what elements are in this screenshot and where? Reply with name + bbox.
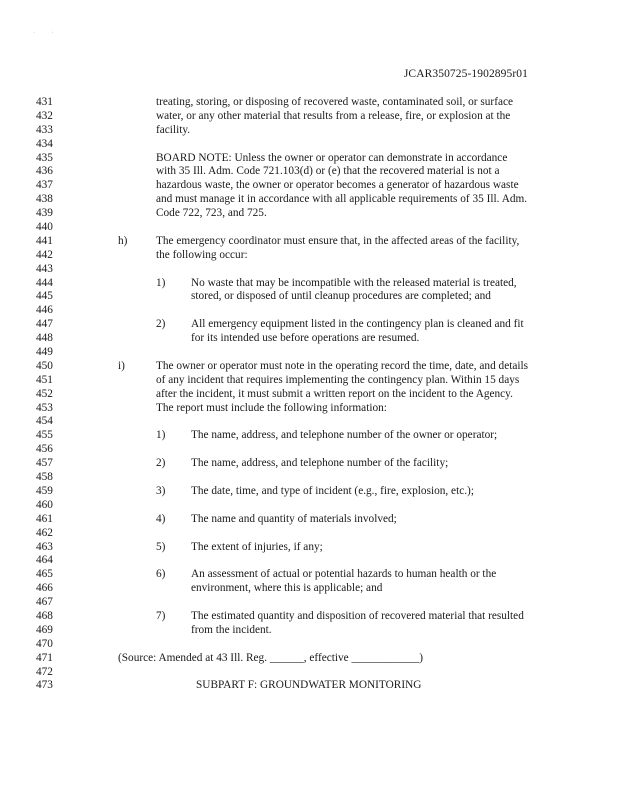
- line-text: The name, address, and telephone number of the owner or operator;: [191, 429, 498, 442]
- line-440: [0, 221, 618, 235]
- line-number: 463: [36, 540, 53, 553]
- item-label: 1): [156, 429, 166, 442]
- line-465: [0, 568, 618, 582]
- line-text: water, or any other material that results from a release, fire, or explosion at the: [156, 109, 511, 122]
- line-number: 467: [36, 596, 53, 609]
- line-471: [0, 652, 618, 666]
- line-445: [0, 290, 618, 304]
- line-text: environment, where this is applicable; and: [191, 582, 383, 595]
- line-459: [0, 485, 618, 499]
- line-468: [0, 610, 618, 624]
- line-text: Code 722, 723, and 725.: [156, 207, 267, 220]
- line-text: The date, time, and type of incident (e.g., fire, explosion, etc.);: [191, 484, 474, 497]
- line-number: 452: [36, 387, 53, 400]
- line-469: [0, 624, 618, 638]
- line-434: [0, 138, 618, 152]
- line-number: 451: [36, 373, 53, 386]
- line-436: [0, 165, 618, 179]
- item-label: 4): [156, 512, 166, 525]
- line-number: 453: [36, 401, 53, 414]
- line-number: 442: [36, 248, 53, 261]
- line-number: 454: [36, 415, 53, 428]
- line-text: An assessment of actual or potential hazards to human health or the: [191, 568, 497, 581]
- item-label: 2): [156, 318, 166, 331]
- line-text: The name, address, and telephone number of the facility;: [191, 457, 449, 470]
- line-text: stored, or disposed of until cleanup procedures are completed; and: [191, 290, 491, 303]
- document-id: JCAR350725-1902895r01: [403, 68, 528, 80]
- line-number: 445: [36, 290, 53, 303]
- line-472: [0, 666, 618, 680]
- line-number: 448: [36, 332, 53, 345]
- line-437: [0, 179, 618, 193]
- item-label: 2): [156, 457, 166, 470]
- line-number: 431: [36, 96, 53, 108]
- line-text: The report must include the following information:: [156, 401, 387, 414]
- line-number: 444: [36, 276, 53, 289]
- line-number: 466: [36, 582, 53, 595]
- line-number: 434: [36, 137, 53, 150]
- line-number: 447: [36, 318, 53, 331]
- line-number: 457: [36, 457, 53, 470]
- line-number: 460: [36, 498, 53, 511]
- line-number: 468: [36, 609, 53, 622]
- line-452: [0, 388, 618, 402]
- line-438: [0, 193, 618, 207]
- line-435: [0, 152, 618, 166]
- line-448: [0, 332, 618, 346]
- line-473: [0, 679, 618, 693]
- line-470: [0, 638, 618, 652]
- line-number: 472: [36, 665, 53, 678]
- line-number: 450: [36, 359, 53, 372]
- item-label: 6): [156, 568, 166, 581]
- line-number: 441: [36, 234, 53, 247]
- line-464: [0, 554, 618, 568]
- line-number: 436: [36, 165, 53, 178]
- line-number: 440: [36, 221, 53, 234]
- line-number: 464: [36, 554, 53, 567]
- line-number: 439: [36, 207, 53, 220]
- line-number: 469: [36, 623, 53, 636]
- line-text: All emergency equipment listed in the contingency plan is cleaned and fit: [191, 318, 524, 331]
- line-466: [0, 582, 618, 596]
- line-431: [0, 96, 618, 110]
- line-number: 470: [36, 637, 53, 650]
- line-447: [0, 318, 618, 332]
- line-text: The estimated quantity and disposition of recovered material that resulted: [191, 609, 524, 622]
- line-451: [0, 374, 618, 388]
- line-number: 443: [36, 262, 53, 275]
- line-444: [0, 277, 618, 291]
- line-463: [0, 541, 618, 555]
- line-number: 446: [36, 304, 53, 317]
- line-450: [0, 360, 618, 374]
- line-number: 433: [36, 123, 53, 136]
- line-number: 473: [36, 679, 53, 692]
- line-number: 438: [36, 193, 53, 206]
- line-number: 432: [36, 109, 53, 122]
- line-number: 458: [36, 471, 53, 484]
- line-text: The name and quantity of materials involved;: [191, 512, 397, 525]
- item-label: 7): [156, 609, 166, 622]
- line-text: and must manage it in accordance with all applicable requirements of 35 Ill. Adm.: [156, 193, 528, 206]
- line-number: 462: [36, 526, 53, 539]
- line-text: from the incident.: [191, 623, 272, 636]
- line-443: [0, 263, 618, 277]
- line-number: 449: [36, 346, 53, 359]
- line-number: 459: [36, 484, 53, 497]
- line-433: [0, 124, 618, 138]
- item-label: 5): [156, 540, 166, 553]
- line-text: No waste that may be incompatible with the released material is treated,: [191, 276, 517, 289]
- line-467: [0, 596, 618, 610]
- item-label: 3): [156, 484, 166, 497]
- line-text: treating, storing, or disposing of recovered waste, contaminated soil, or surface: [156, 96, 513, 108]
- item-label: 1): [156, 276, 166, 289]
- line-453: [0, 402, 618, 416]
- line-text: for its intended use before operations are resumed.: [191, 332, 420, 345]
- line-458: [0, 471, 618, 485]
- line-text: The owner or operator must note in the operating record the time, date, and details: [156, 359, 529, 372]
- line-number: 461: [36, 512, 53, 525]
- line-text: hazardous waste, the owner or operator becomes a generator of hazardous waste: [156, 179, 519, 192]
- line-number: 437: [36, 179, 53, 192]
- line-text: with 35 Ill. Adm. Code 721.103(d) or (e) that the recovered material is not a: [156, 165, 500, 178]
- line-432: [0, 110, 618, 124]
- scan-specks: · ·: [33, 30, 54, 36]
- subpart-heading: SUBPART F: GROUNDWATER MONITORING: [196, 679, 422, 692]
- line-441: [0, 235, 618, 249]
- line-449: [0, 346, 618, 360]
- line-454: [0, 415, 618, 429]
- line-number: 456: [36, 443, 53, 456]
- numbered-lines: [0, 96, 618, 693]
- line-number: 471: [36, 651, 53, 664]
- line-457: [0, 457, 618, 471]
- line-456: [0, 443, 618, 457]
- line-number: 435: [36, 151, 53, 164]
- line-446: [0, 304, 618, 318]
- line-number: 465: [36, 568, 53, 581]
- line-number: 455: [36, 429, 53, 442]
- line-text: after the incident, it must submit a written report on the incident to the Agency.: [156, 387, 513, 400]
- line-442: [0, 249, 618, 263]
- line-439: [0, 207, 618, 221]
- line-text: (Source: Amended at 43 Ill. Reg. ______, effective ____________): [118, 651, 424, 664]
- line-text: BOARD NOTE: Unless the owner or operator can demonstrate in accordance: [156, 151, 508, 164]
- line-text: of any incident that requires implementing the contingency plan. Within 15 days: [156, 373, 520, 386]
- line-text: The emergency coordinator must ensure that, in the affected areas of the facility,: [156, 234, 520, 247]
- line-text: facility.: [156, 123, 191, 136]
- line-text: The extent of injuries, if any;: [191, 540, 323, 553]
- line-462: [0, 527, 618, 541]
- line-455: [0, 429, 618, 443]
- line-461: [0, 513, 618, 527]
- line-460: [0, 499, 618, 513]
- line-text: the following occur:: [156, 248, 248, 261]
- item-label: h): [118, 234, 128, 247]
- item-label: i): [118, 359, 125, 372]
